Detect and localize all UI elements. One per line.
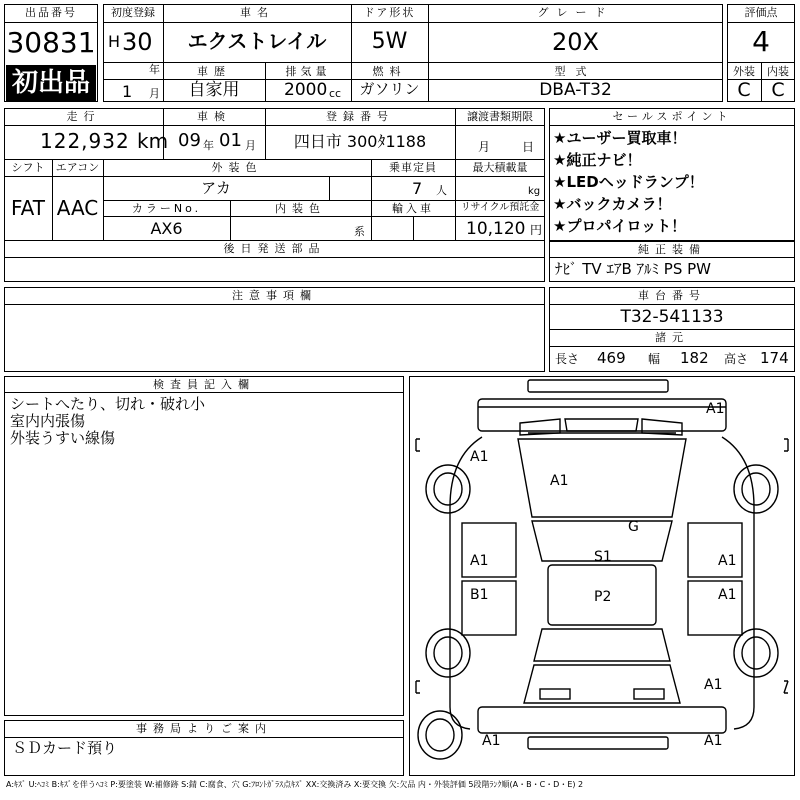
color-no: AX6 [150, 219, 183, 238]
registration-month: 1 [122, 82, 133, 101]
transfer-label: 譲渡書類期限 [467, 110, 533, 123]
rating-score: 4 [752, 25, 770, 58]
sales-point-item: ★ユーザー買取車！ [553, 129, 687, 147]
damage-code-windshield: G [628, 519, 639, 535]
door-type: 5W [371, 29, 408, 54]
inspection-label: 車検 [197, 110, 231, 123]
capacity-unit: 人 [436, 184, 447, 197]
damage-code-roof: S1 [594, 549, 612, 565]
registration-month-unit: 月 [149, 87, 160, 100]
max-load-label: 最大積載量 [472, 161, 528, 174]
grade: 20X [552, 28, 599, 56]
notes-label: 注意事項欄 [232, 289, 317, 302]
displacement-label: 排気量 [285, 65, 331, 78]
height: 174 [760, 349, 789, 367]
interior-rating-label: 内装 [767, 65, 789, 78]
mileage-unit: km [137, 129, 169, 153]
inspector-note: 室内内張傷 [10, 412, 86, 430]
fuel: ガソリン [359, 80, 420, 98]
width-label: 幅 [648, 352, 661, 366]
sales-points-label: セールスポイント [612, 110, 732, 123]
import-label: 輸入車 [392, 202, 434, 215]
lot-label: 出品番号 [25, 6, 77, 19]
mileage-label: 走行 [66, 110, 101, 123]
transfer-month-unit: 月 [478, 140, 491, 154]
sales-point-item: ★プロパイロット！ [553, 217, 687, 235]
registration-year: 30 [122, 28, 153, 56]
exterior-rating: C [737, 79, 751, 101]
grade-label: グレード [537, 6, 614, 19]
door-label: ドア形状 [363, 6, 416, 19]
aircon-label: エアコン [55, 161, 100, 174]
inspector-note: シートへたり、切れ・破れ小 [10, 395, 206, 413]
recycle-label: リサイクル預託金 [460, 202, 540, 213]
history: 自家用 [188, 80, 240, 100]
displacement-unit: cc [329, 87, 342, 100]
inspection-year-unit: 年 [203, 139, 214, 152]
capacity-label: 乗車定員 [389, 161, 437, 174]
interior-rating: C [771, 79, 785, 101]
damage-code-door-rear-right: A1 [718, 587, 737, 603]
history-label: 車歴 [197, 65, 231, 78]
shift: FAT [10, 196, 45, 220]
damage-code-fender-rear-right: A1 [704, 677, 723, 693]
later-parts-label: 後日発送部品 [223, 242, 326, 255]
inspection-month: 01 [219, 130, 242, 151]
first-listing-badge: 初出品 [6, 65, 96, 101]
capacity: 7 [412, 179, 423, 198]
interior-color-suffix: 系 [354, 225, 365, 238]
height-label: 高さ [724, 352, 749, 366]
dimensions-label: 諸元 [655, 331, 689, 344]
equipment-label: 純正装備 [638, 243, 706, 256]
color-no-label: カラーNo. [131, 202, 202, 215]
exterior-color: アカ [201, 179, 231, 197]
damage-code-door-front-left: A1 [470, 553, 489, 569]
sales-point-item: ★バックカメラ！ [553, 195, 672, 213]
inspection-year: 09 [178, 130, 201, 151]
length-label: 長さ [555, 352, 580, 366]
inspector-note: 外装うすい線傷 [10, 429, 116, 447]
shift-label: シフト [11, 161, 45, 174]
sales-point-item: ★純正ナビ！ [553, 151, 642, 169]
damage-code-tailgate: P2 [594, 589, 612, 605]
lot-number: 30831 [6, 26, 96, 59]
plate-label: 登録番号 [326, 110, 394, 123]
exterior-color-label: 外装色 [211, 161, 263, 174]
damage-code-door-front-right: A1 [718, 553, 737, 569]
equipment: ﾅﾋﾞ TV ｴｱB ｱﾙﾐ PS PW [555, 260, 711, 278]
model-label: 型式 [554, 65, 597, 78]
transfer-day-unit: 日 [522, 140, 535, 154]
recycle-unit: 円 [530, 223, 543, 237]
damage-code-hood: A1 [550, 473, 569, 489]
office-label: 事務局よりご案内 [136, 722, 272, 735]
recycle-fee: 10,120 [466, 219, 526, 239]
damage-diagram [409, 376, 795, 776]
legend: A:ｷｽﾞ U:ﾍｺﾐ B:ｷｽﾞを伴うﾍｺﾐ P:要塗装 W:補修跡 S:錆 C:腐食、穴 G:ﾌﾛﾝﾄｶﾞﾗｽ点ｷｽﾞ XX:交換済み X:要交換 欠:欠品 内・外装評価 5段階ﾗﾝｸ順(A・B・C・D・E) 2 [6, 780, 584, 789]
damage-code-fender-front-left: A1 [470, 449, 489, 465]
inspector-label: 検査員記入欄 [153, 378, 255, 391]
damage-code-bumper-front: A1 [706, 401, 725, 417]
registration-era: H [108, 32, 121, 51]
damage-code-door-rear-left: B1 [470, 587, 489, 603]
model: DBA-T32 [539, 80, 612, 100]
fuel-label: 燃料 [372, 65, 407, 78]
aircon: AAC [56, 196, 99, 220]
rating-label: 評価点 [744, 6, 778, 19]
sales-point-item: ★LEDヘッドランプ！ [553, 173, 704, 191]
displacement: 2000 [284, 80, 328, 100]
registration-label: 初度登録 [111, 6, 155, 19]
car-name: エクストレイル [187, 29, 327, 53]
registration-year-unit: 年 [149, 63, 160, 76]
width: 182 [680, 349, 709, 367]
length: 469 [597, 349, 626, 367]
car-name-label: 車名 [240, 6, 274, 19]
plate-number: 四日市 300ﾀ1188 [293, 132, 427, 151]
max-load-unit: kg [528, 186, 541, 197]
damage-code-bumper-rear-left: A1 [482, 733, 501, 749]
chassis-number: T32-541133 [620, 307, 724, 327]
interior-color-label: 内装色 [275, 202, 326, 215]
damage-code-bumper-rear-right: A1 [704, 733, 723, 749]
inspection-month-unit: 月 [245, 139, 256, 152]
car-outline [410, 377, 793, 774]
exterior-rating-label: 外装 [733, 65, 755, 78]
mileage: 122,932 [40, 129, 130, 153]
chassis-label: 車台番号 [638, 289, 706, 302]
office-note: ＳＤカード預り [12, 739, 118, 757]
